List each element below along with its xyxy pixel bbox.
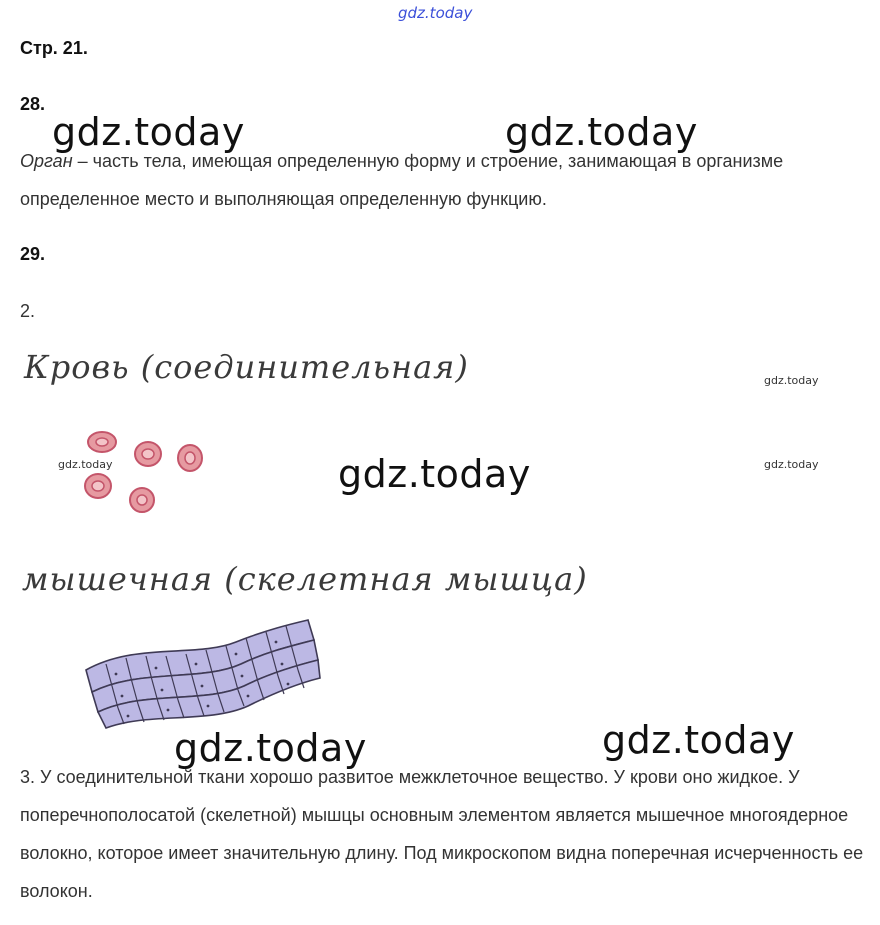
watermark-big: gdz.today bbox=[52, 110, 245, 154]
skeletal-muscle-drawing bbox=[76, 612, 326, 732]
watermark-big: gdz.today bbox=[505, 110, 698, 154]
item-3-text: 3. У соединительной ткани хорошо развитое межклеточное вещество. У крови оно жидкое. У поперечнополосатой (скелетной) мышцы основным элементом является мышечное многоядерное волокно, которое имеет значительную длину. Под микроскопом видна поперечная исчерченность ее волокон. bbox=[20, 767, 864, 901]
task-29-number: 29. bbox=[20, 244, 46, 264]
term-organ: Орган bbox=[20, 151, 73, 171]
task-28-number: 28. bbox=[20, 94, 46, 114]
watermark-small: gdz.today bbox=[764, 374, 819, 387]
watermark-small: gdz.today bbox=[764, 458, 819, 471]
watermark-big: gdz.today bbox=[338, 452, 531, 496]
watermark-big: gdz.today bbox=[602, 718, 795, 762]
handwritten-muscle-caption: мышечная (скелетная мышца) bbox=[22, 560, 588, 598]
watermark-top: gdz.today bbox=[398, 4, 473, 22]
task-28-definition bbox=[20, 142, 860, 218]
handwritten-blood-caption: Кровь (соединительная) bbox=[24, 348, 469, 386]
item-2-label: 2. bbox=[20, 301, 36, 321]
page-reference: Стр. 21. bbox=[20, 38, 88, 58]
definition-text: – часть тела, имеющая определенную форму и строение, занимающая в организме определенное место и выполняющая определенную функцию. bbox=[20, 151, 784, 209]
watermark-small: gdz.today bbox=[58, 458, 113, 471]
blood-cells-drawing bbox=[70, 424, 220, 524]
watermark-big: gdz.today bbox=[174, 726, 367, 770]
